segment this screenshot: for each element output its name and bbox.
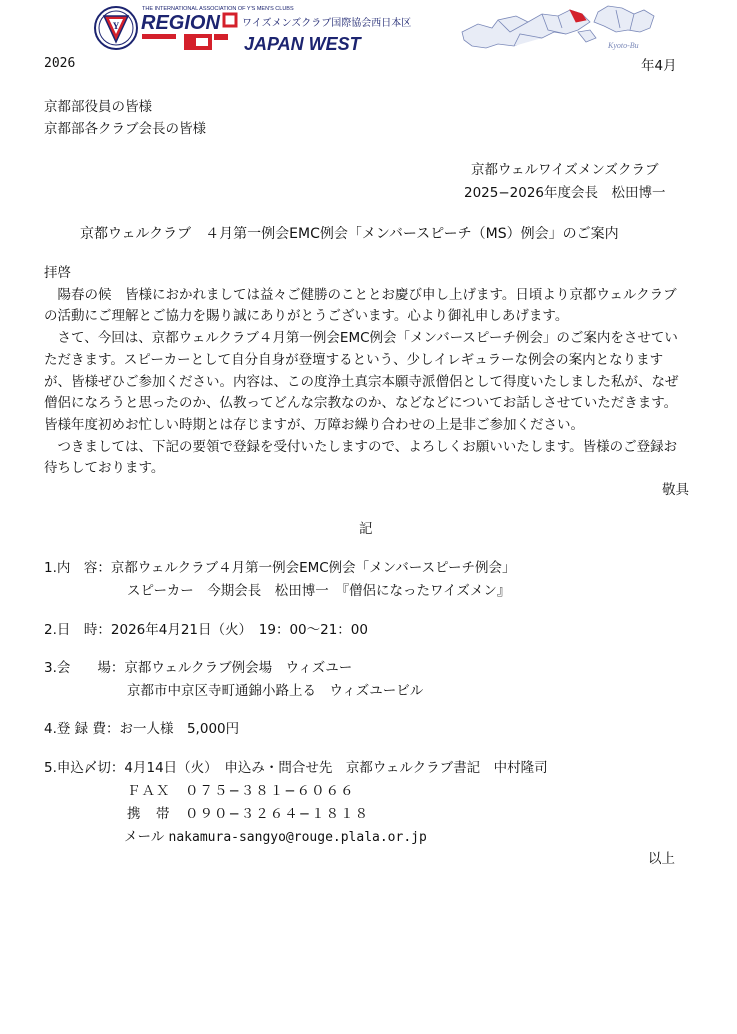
document-year: 2026	[44, 56, 76, 71]
document-title: 京都ウェルクラブ ４月第一例会EMC例会「メンバースピーチ（MS）例会」のご案内	[80, 226, 619, 242]
recipient-line: 京都部各クラブ会長の皆様	[44, 121, 206, 137]
sender-president: 2025−2026年度会長 松田博一	[464, 185, 666, 201]
logo-japan-west-text: JAPAN WEST	[244, 34, 361, 54]
item-value: 2026年4月21日（火） 19：00〜21：00	[110, 622, 368, 638]
item-date	[44, 618, 368, 638]
mail-address[interactable]: nakamura-sangyo@rouge.plala.or.jp	[168, 830, 427, 845]
region-logo	[94, 2, 420, 54]
logo-small-text: THE INTERNATIONAL ASSOCIATION OF Y'S MEN'S CLUBS	[142, 6, 294, 12]
recipient-line: 京都部役員の皆様	[44, 99, 152, 115]
item-label: 3.会 場：	[44, 660, 125, 676]
item-venue-address: 京都市中京区寺町通錦小路上る ウィズユービル	[127, 683, 424, 699]
ki-heading: 記	[359, 521, 373, 537]
logo-region-text: REGION	[141, 12, 220, 34]
item-label: 5.申込〆切：	[44, 760, 125, 776]
contact-fax: ＦＡＸ ０７５−３８１−６０６６	[127, 783, 355, 799]
item-value: 京都ウェルクラブ例会場 ウィズユー	[124, 660, 353, 676]
item-deadline	[44, 756, 548, 776]
mail-label: メール	[124, 829, 165, 845]
document-month: 年4月	[641, 58, 677, 74]
item-content	[44, 556, 516, 576]
item-fee	[44, 717, 239, 737]
svg-text:Y: Y	[112, 21, 120, 31]
letter-body	[44, 263, 689, 502]
body-paragraph: 陽春の候 皆様におかれましては益々ご健勝のこととお慶び申し上げます。日頃より京都ウェルクラブの活動にご理解とご協力を賜り誠にありがとうございます。心より御礼申しあげます。	[44, 286, 677, 325]
contact-mobile: 携 帯 ０９０−３２６４−１８１８	[127, 806, 370, 822]
body-paragraph: つきましては、下記の要領で登録を受付いたしますので、よろしくお願いいたします。皆様のご登録お待ちしております。	[44, 438, 678, 477]
salutation: 拝啓	[44, 265, 71, 281]
logo-japanese-text: ワイズメンズクラブ国際協会西日本区	[242, 18, 412, 29]
item-label: 4.登 録 費：	[44, 721, 120, 737]
item-value: 4月14日（火） 申込み・問合せ先 京都ウェルクラブ書記 中村隆司	[124, 760, 548, 776]
body-paragraph: さて、今回は、京都ウェルクラブ４月第一例会EMC例会「メンバースピーチ例会」のご案内をさせていただきます。スピーカーとして自分自身が登壇するという、少しイレギュラーな例会の案内となりますが、皆様ぜひご参加ください。内容は、この度浄土真宗本願寺派僧侶として得度いたしました私が、なぜ僧侶になろうと思ったのか、仏教ってどんな宗教なのか、などなどについてお話しさせていただきます。皆様年度初めお忙しい時期とは存じますが、万障お繰り合わせの上是非ご参加ください。	[44, 330, 679, 433]
item-venue	[44, 656, 352, 676]
item-value: 京都ウェルクラブ４月第一例会EMC例会「メンバースピーチ例会」	[110, 560, 516, 576]
closing-keigu: 敬具	[662, 482, 689, 499]
map-caption: Kyoto-Bu	[608, 41, 639, 50]
item-value: お一人様 5,000円	[119, 721, 240, 737]
sender-club: 京都ウェルワイズメンズクラブ	[471, 162, 659, 178]
contact-mail	[124, 825, 427, 845]
kyoto-map	[458, 2, 658, 52]
ysmen-emblem-icon	[95, 7, 137, 49]
end-mark-ijou: 以上	[648, 851, 675, 867]
item-label: 1.内 容：	[44, 560, 111, 576]
item-speaker: スピーカー 今期会長 松田博一 『僧侶になったワイズメン』	[127, 583, 511, 599]
item-label: 2.日 時：	[44, 622, 111, 638]
